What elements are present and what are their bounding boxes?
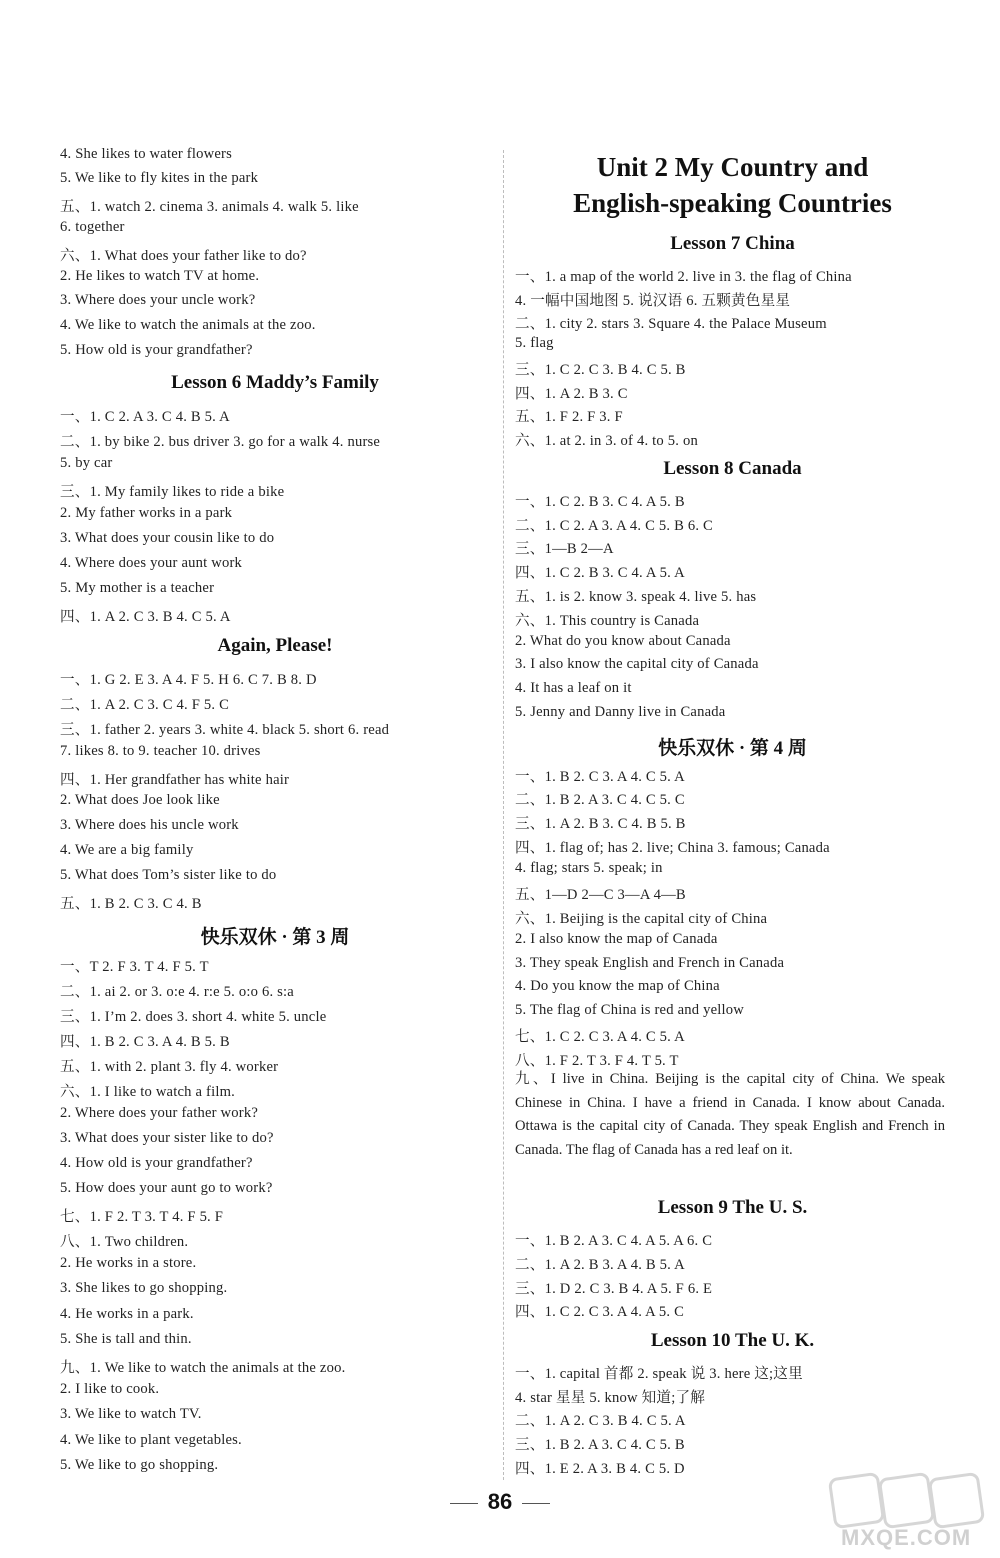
answer-line: 4. We like to plant vegetables. bbox=[60, 1432, 242, 1448]
answer-line: 七、1. F 2. T 3. T 4. F 5. F bbox=[60, 1209, 224, 1225]
answer-line: 四、1. A 2. B 3. C bbox=[515, 386, 628, 402]
answer-line: 三、1. B 2. A 3. C 4. C 5. B bbox=[515, 1437, 685, 1453]
lesson9-heading: Lesson 9 The U. S. bbox=[657, 1197, 808, 1218]
answer-line: 4. We like to watch the animals at the zoo. bbox=[60, 317, 316, 333]
lesson8-heading: Lesson 8 Canada bbox=[663, 458, 802, 479]
answer-line: 二、1. A 2. B 3. A 4. B 5. A bbox=[515, 1257, 685, 1273]
answer-line: 7. likes 8. to 9. teacher 10. drives bbox=[60, 743, 261, 759]
answer-line: 六、1. I like to watch a film. bbox=[60, 1084, 236, 1100]
answer-line: 4. We are a big family bbox=[60, 842, 194, 858]
answer-line: 3. We like to watch TV. bbox=[60, 1406, 202, 1422]
answer-line: 4. flag; stars 5. speak; in bbox=[515, 860, 663, 876]
watermark-glyph-box bbox=[928, 1472, 986, 1530]
answer-line: 三、1—B 2—A bbox=[515, 541, 614, 557]
answer-line: 五、1. B 2. C 3. C 4. B bbox=[60, 896, 202, 912]
answer-line: 3. She likes to go shopping. bbox=[60, 1280, 228, 1296]
lesson6-heading: Lesson 6 Maddy’s Family bbox=[171, 372, 379, 393]
answer-line: 5. by car bbox=[60, 455, 113, 471]
answer-line: 2. I also know the map of Canada bbox=[515, 931, 718, 947]
watermark-glyph-box bbox=[878, 1472, 936, 1530]
answer-line: 四、1. Her grandfather has white hair bbox=[60, 772, 290, 788]
watermark-glyph-box bbox=[828, 1472, 886, 1530]
answer-line: 九、1. We like to watch the animals at the zoo. bbox=[60, 1360, 346, 1376]
answer-line: 四、1. A 2. C 3. B 4. C 5. A bbox=[60, 609, 231, 625]
answer-line: 6. together bbox=[60, 219, 125, 235]
answer-line: 七、1. C 2. C 3. A 4. C 5. A bbox=[515, 1029, 685, 1045]
answer-line: 一、1. B 2. C 3. A 4. C 5. A bbox=[515, 769, 685, 785]
answer-line: 二、1. A 2. C 3. C 4. F 5. C bbox=[60, 697, 230, 713]
answer-line: 八、1. Two children. bbox=[60, 1234, 189, 1250]
answer-line: 一、1. C 2. B 3. C 4. A 5. B bbox=[515, 494, 685, 510]
page-number-dash-right bbox=[522, 1503, 550, 1504]
answer-line: 二、1. A 2. C 3. B 4. C 5. A bbox=[515, 1413, 686, 1429]
answer-line: 二、1. C 2. A 3. A 4. C 5. B 6. C bbox=[515, 518, 713, 534]
answer-line: 2. I like to cook. bbox=[60, 1381, 160, 1397]
answer-line: 三、1. C 2. C 3. B 4. C 5. B bbox=[515, 362, 686, 378]
answer-line: 六、1. Beijing is the capital city of China bbox=[515, 911, 768, 927]
page-number-value: 86 bbox=[487, 1489, 513, 1514]
column-divider bbox=[503, 150, 504, 1480]
answer-line: 三、1. father 2. years 3. white 4. black 5. short 6. read bbox=[60, 722, 390, 738]
watermark-site-text: MXQE.COM bbox=[841, 1525, 972, 1550]
answer-line: 一、1. capital 首都 2. speak 说 3. here 这;这里 bbox=[515, 1366, 803, 1382]
answer-line: 四、1. C 2. C 3. A 4. A 5. C bbox=[515, 1304, 685, 1320]
answer-line: 5. My mother is a teacher bbox=[60, 580, 215, 596]
answer-line: 五、1. is 2. know 3. speak 4. live 5. has bbox=[515, 589, 757, 605]
answer-line: 四、1. flag of; has 2. live; China 3. famous; Canada bbox=[515, 840, 830, 856]
answer-line: 六、1. What does your father like to do? bbox=[60, 248, 307, 264]
lesson7-heading: Lesson 7 China bbox=[670, 233, 795, 254]
answer-line: 2. He works in a store. bbox=[60, 1255, 197, 1271]
answer-line: 5. She is tall and thin. bbox=[60, 1331, 192, 1347]
answer-line: 三、1. I’m 2. does 3. short 4. white 5. uncle bbox=[60, 1009, 327, 1025]
answer-line: 五、1—D 2—C 3—A 4—B bbox=[515, 887, 686, 903]
answer-line: 4. Do you know the map of China bbox=[515, 978, 720, 994]
answer-line: 四、1. C 2. B 3. C 4. A 5. A bbox=[515, 565, 685, 581]
answer-line: 4. It has a leaf on it bbox=[515, 680, 632, 696]
answer-line: 三、1. A 2. B 3. C 4. B 5. B bbox=[515, 816, 686, 832]
answer-line: 5. How old is your grandfather? bbox=[60, 342, 253, 358]
week3-heading: 快乐双休 · 第 3 周 bbox=[200, 927, 350, 948]
answer-line: 2. He likes to watch TV at home. bbox=[60, 268, 260, 284]
answer-line: 一、1. C 2. A 3. C 4. B 5. A bbox=[60, 409, 230, 425]
answer-line: 五、1. watch 2. cinema 3. animals 4. walk 5. like bbox=[60, 199, 359, 215]
answer-line: 5. The flag of China is red and yellow bbox=[515, 1002, 745, 1018]
answer-line: 4. Where does your aunt work bbox=[60, 555, 243, 571]
unit-title-line-2: English-speaking Countries bbox=[573, 188, 892, 218]
answer-line: 5. We like to go shopping. bbox=[60, 1457, 219, 1473]
answer-line: 4. star 星星 5. know 知道;了解 bbox=[515, 1390, 706, 1406]
answer-line: 三、1. D 2. C 3. B 4. A 5. F 6. E bbox=[515, 1281, 713, 1297]
answer-line: 五、1. with 2. plant 3. fly 4. worker bbox=[60, 1059, 279, 1075]
answer-line: 3. What does your cousin like to do bbox=[60, 530, 275, 546]
again-please-heading: Again, Please! bbox=[217, 635, 333, 656]
answer-line: 二、1. city 2. stars 3. Square 4. the Palace Museum bbox=[515, 316, 827, 332]
answer-line: 六、1. This country is Canada bbox=[515, 613, 700, 629]
answer-line: 三、1. My family likes to ride a bike bbox=[60, 484, 285, 500]
answer-line: 3. What does your sister like to do? bbox=[60, 1130, 274, 1146]
page-number-dash-left bbox=[450, 1503, 478, 1504]
answer-line: 一、1. B 2. A 3. C 4. A 5. A 6. C bbox=[515, 1233, 713, 1249]
composition-paragraph: 九、I live in China. Beijing is the capital city of China. We speak Chinese in China. I have a friend in Canada. I know about Canada. Ottawa is the capital city of Canada. They speak English and French in Canada. The flag of Canada has a red leaf on it. bbox=[515, 1071, 945, 1158]
answer-line: 一、T 2. F 3. T 4. F 5. T bbox=[60, 959, 209, 975]
answer-line: 二、1. B 2. A 3. C 4. C 5. C bbox=[515, 792, 685, 808]
answer-line: 5. Jenny and Danny live in Canada bbox=[515, 704, 726, 720]
answer-line: 四、1. B 2. C 3. A 4. B 5. B bbox=[60, 1034, 230, 1050]
answer-line: 5. What does Tom’s sister like to do bbox=[60, 867, 277, 883]
answer-line: 3. Where does your uncle work? bbox=[60, 292, 256, 308]
answer-line: 八、1. F 2. T 3. F 4. T 5. T bbox=[515, 1053, 679, 1069]
answer-line: 5. We like to fly kites in the park bbox=[60, 170, 259, 186]
answer-line: 3. Where does his uncle work bbox=[60, 817, 239, 833]
answer-line: 2. My father works in a park bbox=[60, 505, 233, 521]
answer-line: 六、1. at 2. in 3. of 4. to 5. on bbox=[515, 433, 698, 449]
lesson10-heading: Lesson 10 The U. K. bbox=[650, 1330, 815, 1351]
answer-line: 4. She likes to water flowers bbox=[60, 146, 232, 162]
unit-title-line-1: Unit 2 My Country and bbox=[596, 152, 869, 182]
answer-line: 5. How does your aunt go to work? bbox=[60, 1180, 273, 1196]
answer-line: 一、1. a map of the world 2. live in 3. the flag of China bbox=[515, 269, 852, 285]
answer-line: 5. flag bbox=[515, 335, 554, 351]
week4-heading: 快乐双休 · 第 4 周 bbox=[658, 738, 807, 759]
answer-line: 4. How old is your grandfather? bbox=[60, 1155, 253, 1171]
answer-line: 二、1. by bike 2. bus driver 3. go for a walk 4. nurse bbox=[60, 434, 381, 450]
answer-line: 2. What do you know about Canada bbox=[515, 633, 731, 649]
answer-line: 一、1. G 2. E 3. A 4. F 5. H 6. C 7. B 8. D bbox=[60, 672, 317, 688]
answer-line: 2. Where does your father work? bbox=[60, 1105, 259, 1121]
answer-line: 2. What does Joe look like bbox=[60, 792, 220, 808]
answer-line: 4. He works in a park. bbox=[60, 1306, 194, 1322]
answer-line: 五、1. F 2. F 3. F bbox=[515, 409, 623, 425]
answer-line: 四、1. E 2. A 3. B 4. C 5. D bbox=[515, 1461, 685, 1477]
answer-line: 3. I also know the capital city of Canada bbox=[515, 656, 759, 672]
answer-line: 二、1. ai 2. or 3. o:e 4. r:e 5. o:o 6. s:a bbox=[60, 984, 294, 1000]
answer-line: 3. They speak English and French in Canada bbox=[515, 955, 785, 971]
answer-line: 4. 一幅中国地图 5. 说汉语 6. 五颗黄色星星 bbox=[515, 293, 791, 309]
site-watermark bbox=[821, 1475, 986, 1555]
